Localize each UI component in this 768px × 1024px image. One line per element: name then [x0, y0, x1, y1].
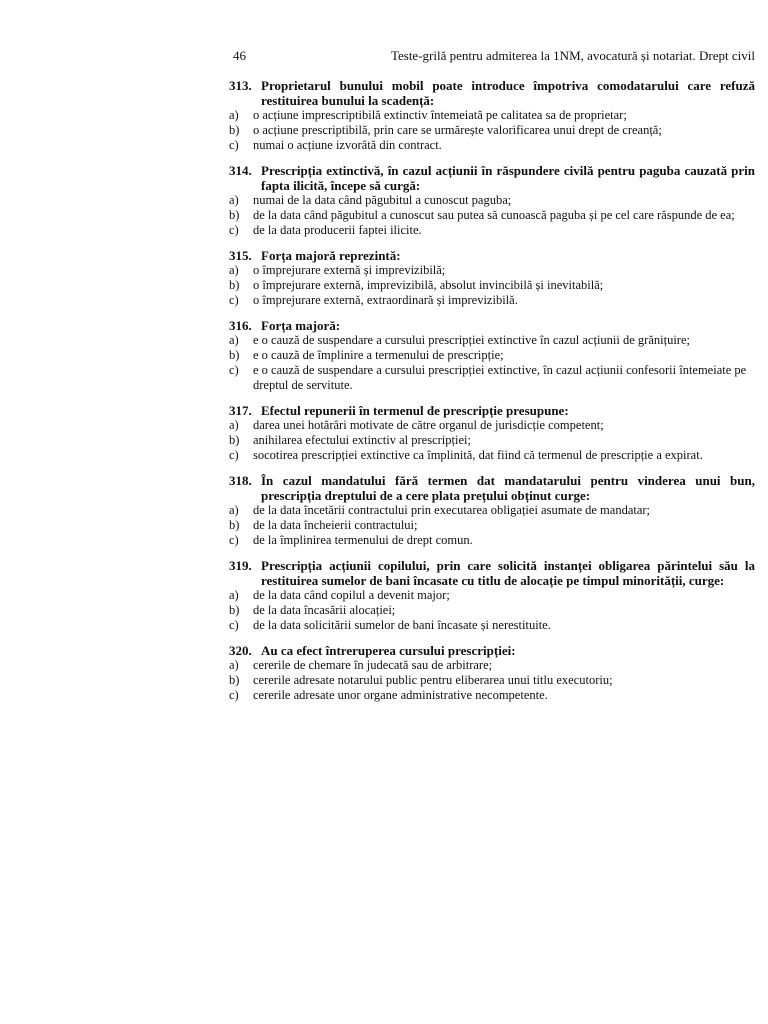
answer-text: cererile adresate notarului public pentru eliberarea unui titlu executoriu;: [253, 673, 613, 687]
answer-text: o împrejurare externă și imprevizibilă;: [253, 263, 446, 277]
answer-letter: a): [229, 658, 239, 672]
question-number: 313.: [229, 78, 252, 93]
question-heading: [229, 403, 755, 418]
answer-text: o acțiune imprescriptibilă extinctiv întemeiată pe calitatea sa de proprietar;: [253, 108, 627, 122]
question-heading: [229, 248, 755, 263]
answer-letter: b): [229, 433, 240, 447]
answer-text: de la data încheierii contractului;: [253, 518, 418, 532]
page-number: 46: [233, 48, 246, 63]
answer-letter: b): [229, 123, 240, 137]
question-319: [229, 558, 755, 633]
answer-text: e o cauză de împlinire a termenului de prescripție;: [253, 348, 504, 362]
question-number: 315.: [229, 248, 252, 263]
question-heading: [229, 558, 755, 588]
question-316: [229, 318, 755, 393]
questions-list: [229, 78, 755, 713]
answer-letter: a): [229, 193, 239, 207]
answer-option: [229, 108, 755, 123]
answer-text: e o cauză de suspendare a cursului prescripției extinctive, în cazul acțiunii confesorii întemeiate pe dreptul de servitute.: [253, 363, 747, 392]
answer-text: de la data producerii faptei ilicite.: [253, 223, 422, 237]
question-text: În cazul mandatului fără termen dat mandatarului pentru vinderea unui bun, prescripția dreptului de a cere plata prețului obținut curge:: [261, 473, 755, 503]
question-heading: [229, 643, 755, 658]
answer-option: [229, 123, 755, 138]
answer-letter: c): [229, 688, 239, 702]
answer-option: [229, 263, 755, 278]
question-heading: [229, 473, 755, 503]
question-320: [229, 643, 755, 703]
answer-option: [229, 588, 755, 603]
answer-letter: a): [229, 588, 239, 602]
answer-text: de la data încetării contractului prin executarea obligației asumate de mandatar;: [253, 503, 651, 517]
question-text: Prescripția acțiunii copilului, prin care solicită instanței obligarea părintelui său la restituirea sumelor de bani încasate cu titlu de alocație pe timpul minorității, curge:: [261, 558, 755, 588]
answer-option: [229, 208, 755, 223]
question-number: 320.: [229, 643, 252, 658]
answer-letter: c): [229, 448, 239, 462]
answer-option: [229, 418, 755, 433]
answer-letter: b): [229, 518, 240, 532]
answer-letter: a): [229, 333, 239, 347]
answer-option: [229, 603, 755, 618]
question-text: Proprietarul bunului mobil poate introduce împotriva comodatarului care refuză restituirea bunului la scadență:: [261, 78, 755, 108]
answer-letter: c): [229, 223, 239, 237]
question-text: Forța majoră reprezintă:: [261, 248, 401, 263]
answer-option: [229, 518, 755, 533]
answer-option: [229, 193, 755, 208]
answer-letter: c): [229, 363, 239, 377]
answer-text: anihilarea efectului extinctiv al prescripției;: [253, 433, 471, 447]
answer-text: numai de la data când păgubitul a cunoscut paguba;: [253, 193, 512, 207]
question-313: [229, 78, 755, 153]
answer-option: [229, 618, 755, 633]
answer-text: darea unei hotărâri motivate de către organul de jurisdicție competent;: [253, 418, 604, 432]
question-number: 314.: [229, 163, 252, 178]
question-number: 317.: [229, 403, 252, 418]
question-heading: [229, 318, 755, 333]
answer-text: de la data solicitării sumelor de bani încasate și nerestituite.: [253, 618, 551, 632]
answer-option: [229, 503, 755, 518]
question-318: [229, 473, 755, 548]
answer-option: [229, 138, 755, 153]
question-heading: [229, 163, 755, 193]
answer-letter: a): [229, 503, 239, 517]
answer-letter: a): [229, 418, 239, 432]
answer-text: cererile de chemare în judecată sau de arbitrare;: [253, 658, 493, 672]
answer-letter: b): [229, 348, 240, 362]
answer-letter: c): [229, 618, 239, 632]
answer-text: de la data încasării alocației;: [253, 603, 396, 617]
answer-option: [229, 363, 755, 393]
answer-text: socotirea prescripției extinctive ca împlinită, dat fiind că termenul de prescripție a expirat.: [253, 448, 703, 462]
answer-text: de la împlinirea termenului de drept comun.: [253, 533, 473, 547]
answer-letter: b): [229, 673, 240, 687]
question-text: Efectul repunerii în termenul de prescripție presupune:: [261, 403, 569, 418]
question-number: 318.: [229, 473, 252, 488]
answer-letter: c): [229, 533, 239, 547]
page-header: [233, 48, 755, 66]
question-317: [229, 403, 755, 463]
answer-option: [229, 433, 755, 448]
answer-letter: b): [229, 208, 240, 222]
answer-option: [229, 293, 755, 308]
answer-letter: b): [229, 603, 240, 617]
answer-text: e o cauză de suspendare a cursului prescripției extinctive în cazul acțiunii de grănițuire;: [253, 333, 690, 347]
question-text: Au ca efect întreruperea cursului prescripției:: [261, 643, 516, 658]
answer-text: cererile adresate unor organe administrative necompetente.: [253, 688, 548, 702]
answer-text: o acțiune prescriptibilă, prin care se urmărește valorificarea unui drept de creanță;: [253, 123, 662, 137]
answer-text: o împrejurare externă, extraordinară și imprevizibilă.: [253, 293, 518, 307]
question-number: 319.: [229, 558, 252, 573]
question-314: [229, 163, 755, 238]
answer-letter: c): [229, 138, 239, 152]
question-text: Forța majoră:: [261, 318, 341, 333]
answer-option: [229, 673, 755, 688]
answer-letter: a): [229, 263, 239, 277]
answer-option: [229, 278, 755, 293]
answer-option: [229, 333, 755, 348]
answer-text: numai o acțiune izvorâtă din contract.: [253, 138, 442, 152]
answer-letter: c): [229, 293, 239, 307]
answer-letter: a): [229, 108, 239, 122]
answer-letter: b): [229, 278, 240, 292]
answer-option: [229, 448, 755, 463]
answer-option: [229, 658, 755, 673]
answer-option: [229, 348, 755, 363]
question-heading: [229, 78, 755, 108]
running-title: Teste-grilă pentru admiterea la 1NM, avocatură și notariat. Drept civil: [390, 48, 755, 63]
answer-text: o împrejurare externă, imprevizibilă, absolut invincibilă și inevitabilă;: [253, 278, 604, 292]
question-315: [229, 248, 755, 308]
question-number: 316.: [229, 318, 252, 333]
answer-option: [229, 223, 755, 238]
answer-option: [229, 688, 755, 703]
answer-option: [229, 533, 755, 548]
answer-text: de la data când păgubitul a cunoscut sau putea să cunoască paguba și pe cel care răspunde de ea;: [253, 208, 735, 222]
answer-text: de la data când copilul a devenit major;: [253, 588, 450, 602]
question-text: Prescripția extinctivă, în cazul acțiunii în răspundere civilă pentru paguba cauzată prin fapta ilicită, începe să curgă:: [261, 163, 755, 193]
